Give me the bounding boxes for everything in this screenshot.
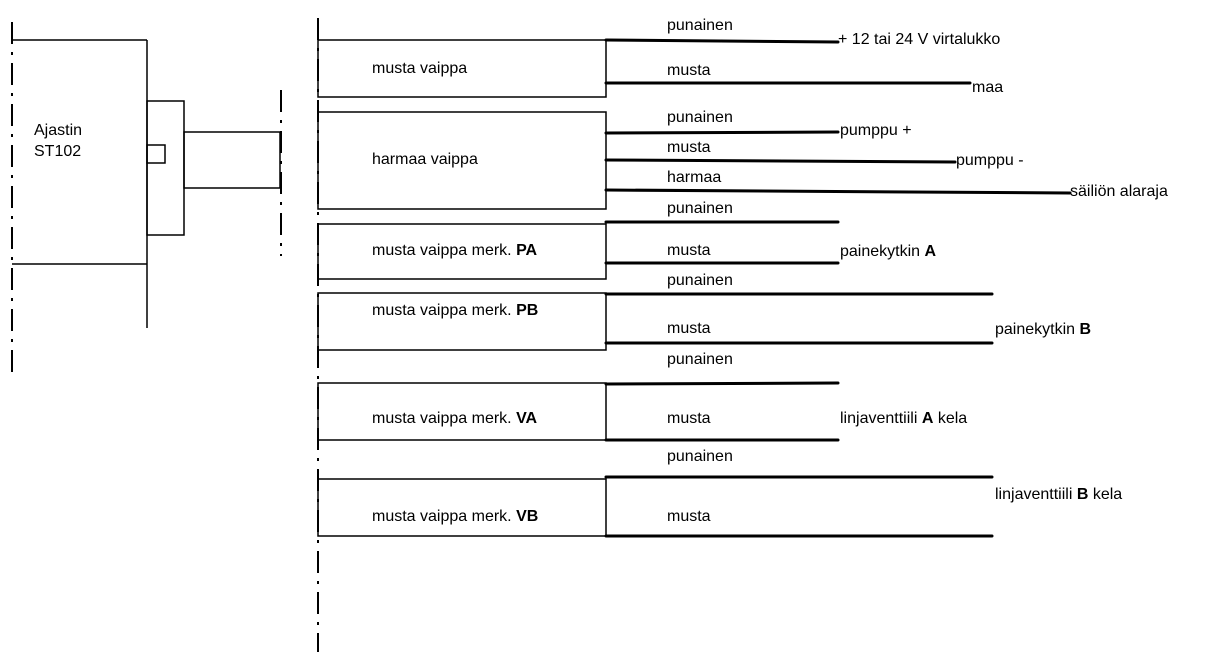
wire-5-red-color: punainen bbox=[667, 351, 733, 368]
wire-5-red bbox=[606, 383, 838, 384]
cable-3-sheath-label: musta vaippa merk. PA bbox=[372, 242, 538, 259]
wire-1-black-color: musta bbox=[667, 62, 711, 79]
cable-6-mark: VB bbox=[516, 508, 539, 525]
dest-ignition-switch: + 12 tai 24 V virtalukko bbox=[838, 31, 1001, 48]
wire-1-red-color: punainen bbox=[667, 17, 733, 34]
cable-5-mark: VA bbox=[516, 410, 538, 427]
cable-3-mark: PA bbox=[516, 242, 538, 259]
dest-line-valve-b-coil: linjaventtiili B kela bbox=[995, 486, 1123, 503]
dest-pump-plus: pumppu + bbox=[840, 122, 912, 139]
wire-6-red-color: punainen bbox=[667, 448, 733, 465]
wire-5-black-color: musta bbox=[667, 410, 711, 427]
timer-name-label: Ajastin bbox=[34, 122, 83, 139]
wire-1-red bbox=[606, 40, 838, 42]
timer-model-label: ST102 bbox=[34, 143, 82, 160]
cable-boxes bbox=[318, 40, 606, 536]
dest-line-valve-a-coil: linjaventtiili A kela bbox=[840, 410, 968, 427]
cable-1-sheath-label: musta vaippa bbox=[372, 60, 468, 77]
timer-connector bbox=[147, 101, 280, 235]
wire-2-black bbox=[606, 160, 955, 162]
cable-4-mark: PB bbox=[516, 302, 539, 319]
dest-pump-minus: pumppu - bbox=[956, 152, 1024, 169]
wire-2-red-color: punainen bbox=[667, 109, 733, 126]
cable-5-sheath-label: musta vaippa merk. VA bbox=[372, 410, 538, 427]
cable-6-sheath-label: musta vaippa merk. VB bbox=[372, 508, 539, 525]
wire-2-grey-color: harmaa bbox=[667, 169, 722, 186]
dest-tank-low-level: säiliön alaraja bbox=[1070, 183, 1168, 200]
timer-box bbox=[12, 40, 147, 328]
cable-4-sheath-label: musta vaippa merk. PB bbox=[372, 302, 539, 319]
wire-2-grey bbox=[606, 190, 1070, 193]
wire-4-black-color: musta bbox=[667, 320, 711, 337]
dest-ground: maa bbox=[972, 79, 1004, 96]
dest-pressure-switch-b: painekytkin B bbox=[995, 321, 1092, 338]
wire-3-red-color: punainen bbox=[667, 200, 733, 217]
wire-3-black-color: musta bbox=[667, 242, 711, 259]
wire-6-black-color: musta bbox=[667, 508, 711, 525]
cable-2-sheath-label: harmaa vaippa bbox=[372, 151, 478, 168]
wire-2-red bbox=[606, 132, 838, 133]
dest-pressure-switch-a: painekytkin A bbox=[840, 243, 937, 260]
wire-2-black-color: musta bbox=[667, 139, 711, 156]
wire-4-red-color: punainen bbox=[667, 272, 733, 289]
